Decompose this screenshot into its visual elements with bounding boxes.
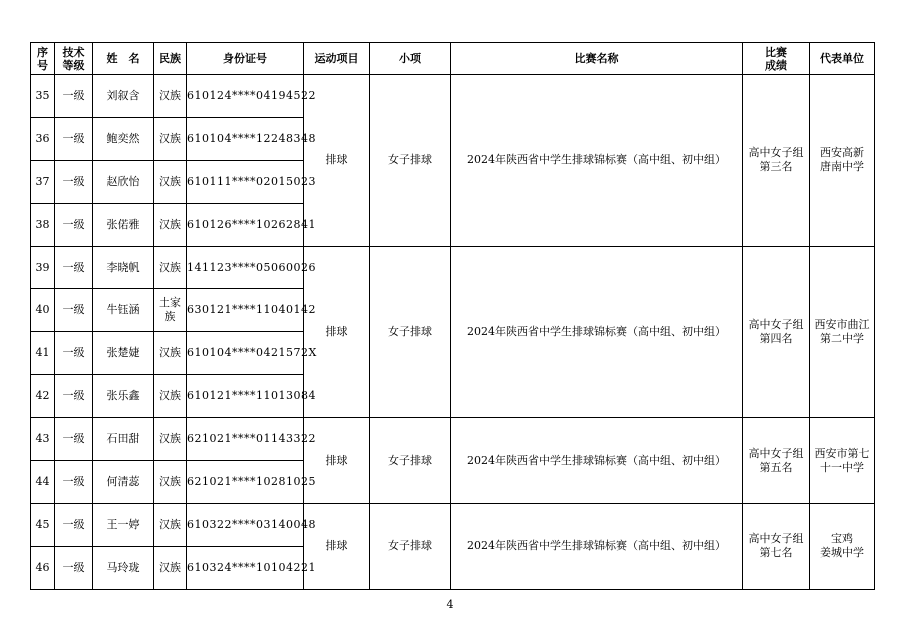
cell-id: 630121****11040142 xyxy=(187,289,304,332)
cell-level: 一级 xyxy=(55,246,93,289)
cell-level: 一级 xyxy=(55,375,93,418)
cell-unit: 宝鸡 姜城中学 xyxy=(810,503,875,589)
cell-id: 610104****0421572X xyxy=(187,332,304,375)
cell-ethnic: 汉族 xyxy=(154,203,187,246)
header-col-unit: 代表单位 xyxy=(810,43,875,75)
cell-result: 高中女子组 第三名 xyxy=(743,75,810,247)
header-col-event: 小项 xyxy=(370,43,451,75)
cell-id: 141123****05060026 xyxy=(187,246,304,289)
cell-no: 36 xyxy=(31,117,55,160)
cell-no: 41 xyxy=(31,332,55,375)
cell-ethnic: 汉族 xyxy=(154,75,187,118)
cell-level: 一级 xyxy=(55,289,93,332)
cell-unit: 西安高新 唐南中学 xyxy=(810,75,875,247)
cell-ethnic: 汉族 xyxy=(154,246,187,289)
cell-id: 610126****10262841 xyxy=(187,203,304,246)
cell-level: 一级 xyxy=(55,75,93,118)
cell-ethnic: 汉族 xyxy=(154,461,187,504)
table-row xyxy=(31,503,875,546)
cell-level: 一级 xyxy=(55,418,93,461)
header-col-sport: 运动项目 xyxy=(304,43,370,75)
cell-id: 610111****02015023 xyxy=(187,160,304,203)
cell-id: 610124****04194522 xyxy=(187,75,304,118)
cell-name: 张楚婕 xyxy=(93,332,154,375)
header-col-level: 技术 等级 xyxy=(55,43,93,75)
cell-competition: 2024年陕西省中学生排球锦标赛（高中组、初中组） xyxy=(451,503,743,589)
cell-name: 李晓帆 xyxy=(93,246,154,289)
cell-no: 37 xyxy=(31,160,55,203)
cell-no: 42 xyxy=(31,375,55,418)
cell-id: 610322****03140048 xyxy=(187,503,304,546)
page-number: 4 xyxy=(446,598,454,611)
cell-level: 一级 xyxy=(55,503,93,546)
cell-sport: 排球 xyxy=(304,418,370,504)
cell-event: 女子排球 xyxy=(370,503,451,589)
cell-ethnic: 汉族 xyxy=(154,160,187,203)
table-body xyxy=(31,75,875,590)
cell-result: 高中女子组 第四名 xyxy=(743,246,810,418)
cell-level: 一级 xyxy=(55,203,93,246)
cell-name: 牛钰涵 xyxy=(93,289,154,332)
cell-no: 35 xyxy=(31,75,55,118)
cell-unit: 西安市曲江 第二中学 xyxy=(810,246,875,418)
cell-id: 610121****11013084 xyxy=(187,375,304,418)
cell-id: 621021****10281025 xyxy=(187,461,304,504)
header-row xyxy=(31,43,875,75)
cell-name: 张偌雅 xyxy=(93,203,154,246)
cell-event: 女子排球 xyxy=(370,246,451,418)
cell-event: 女子排球 xyxy=(370,75,451,247)
cell-competition: 2024年陕西省中学生排球锦标赛（高中组、初中组） xyxy=(451,75,743,247)
cell-result: 高中女子组 第五名 xyxy=(743,418,810,504)
cell-competition: 2024年陕西省中学生排球锦标赛（高中组、初中组） xyxy=(451,418,743,504)
header-col-name: 姓 名 xyxy=(93,43,154,75)
cell-name: 鲍奕然 xyxy=(93,117,154,160)
cell-name: 刘叙含 xyxy=(93,75,154,118)
cell-id: 610324****10104221 xyxy=(187,546,304,589)
cell-ethnic: 汉族 xyxy=(154,546,187,589)
cell-competition: 2024年陕西省中学生排球锦标赛（高中组、初中组） xyxy=(451,246,743,418)
cell-event: 女子排球 xyxy=(370,418,451,504)
cell-level: 一级 xyxy=(55,117,93,160)
cell-level: 一级 xyxy=(55,160,93,203)
cell-name: 马玲珑 xyxy=(93,546,154,589)
header-col-no: 序 号 xyxy=(31,43,55,75)
cell-unit: 西安市第七 十一中学 xyxy=(810,418,875,504)
cell-no: 40 xyxy=(31,289,55,332)
cell-no: 44 xyxy=(31,461,55,504)
cell-name: 石田甜 xyxy=(93,418,154,461)
cell-level: 一级 xyxy=(55,546,93,589)
header-col-ethnic: 民族 xyxy=(154,43,187,75)
cell-name: 张乐鑫 xyxy=(93,375,154,418)
athlete-table xyxy=(30,42,875,590)
cell-sport: 排球 xyxy=(304,75,370,247)
cell-no: 38 xyxy=(31,203,55,246)
header-col-result: 比赛 成绩 xyxy=(743,43,810,75)
cell-ethnic: 汉族 xyxy=(154,117,187,160)
cell-name: 赵欣怡 xyxy=(93,160,154,203)
cell-no: 39 xyxy=(31,246,55,289)
cell-ethnic: 汉族 xyxy=(154,332,187,375)
cell-ethnic: 汉族 xyxy=(154,375,187,418)
cell-ethnic: 土家 族 xyxy=(154,289,187,332)
header-col-competition: 比赛名称 xyxy=(451,43,743,75)
cell-no: 45 xyxy=(31,503,55,546)
cell-id: 610104****12248348 xyxy=(187,117,304,160)
cell-ethnic: 汉族 xyxy=(154,503,187,546)
cell-sport: 排球 xyxy=(304,246,370,418)
header-col-id: 身份证号 xyxy=(187,43,304,75)
table-row xyxy=(31,418,875,461)
cell-no: 43 xyxy=(31,418,55,461)
cell-level: 一级 xyxy=(55,332,93,375)
cell-no: 46 xyxy=(31,546,55,589)
cell-name: 何清蕊 xyxy=(93,461,154,504)
cell-name: 王一婷 xyxy=(93,503,154,546)
cell-id: 621021****01143322 xyxy=(187,418,304,461)
table-row xyxy=(31,75,875,118)
cell-ethnic: 汉族 xyxy=(154,418,187,461)
table-row xyxy=(31,246,875,289)
cell-result: 高中女子组 第七名 xyxy=(743,503,810,589)
cell-sport: 排球 xyxy=(304,503,370,589)
cell-level: 一级 xyxy=(55,461,93,504)
